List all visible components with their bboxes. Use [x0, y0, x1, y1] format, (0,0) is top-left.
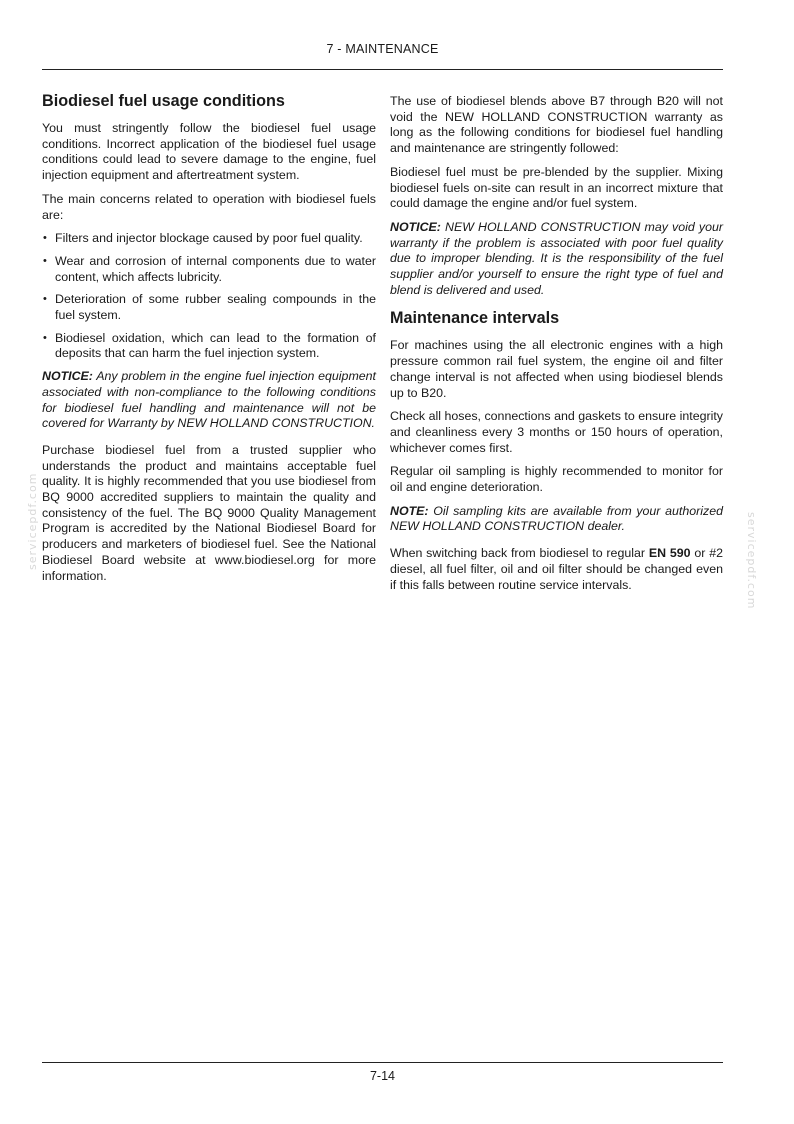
notice-text: NEW HOLLAND CONSTRUCTION may void your warranty if the problem is associated with poor fuel quality due to improper blending. It is the responsibility of the fuel supplier and/or yourself to ensure the right type of fuel and blend is delivered and used.	[390, 219, 723, 297]
section-heading-maintenance-intervals: Maintenance intervals	[390, 309, 560, 328]
notice-label: NOTICE:	[42, 369, 93, 384]
paragraph-usage-conditions: You must stringently follow the biodiesel fuel usage conditions. Incorrect application of the biodiesel fuel usage conditions could lead to severe damage to the engine, fuel injection equipment and aftertreatment system.	[42, 121, 376, 183]
paragraph-blend-warranty: The use of biodiesel blends above B7 through B20 will not void the NEW HOLLAND CONSTRUCTION warranty as long as the following conditions for biodiesel fuel handling and maintenance are stringently followed:	[390, 94, 723, 156]
notice-warranty-coverage	[42, 369, 376, 432]
watermark-left: servicepdf.com	[26, 472, 39, 570]
switching-text-before: When switching back from biodiesel to regular	[390, 546, 645, 561]
left-column	[42, 92, 376, 592]
concerns-list	[42, 231, 376, 362]
en590-emphasis: EN 590	[648, 546, 691, 561]
section-heading-biodiesel-conditions: Biodiesel fuel usage conditions	[42, 92, 285, 110]
footer-divider	[42, 1062, 723, 1063]
watermark-right: servicepdf.com	[745, 512, 758, 610]
notice-label: NOTICE:	[390, 219, 441, 234]
paragraph-switching-back	[390, 546, 723, 593]
notice-text: Any problem in the engine fuel injection equipment associated with non-compliance to the following conditions for biodiesel fuel handling and maintenance will not be covered for Warranty by NEW HOLLAND CONSTRUCTION.	[42, 369, 376, 431]
page-header-title: 7 - MAINTENANCE	[326, 42, 439, 56]
paragraph-oil-sampling: Regular oil sampling is highly recommended to monitor for oil and engine deterioration.	[390, 464, 723, 495]
list-item: • Deterioration of some rubber sealing compounds in the fuel system.	[42, 292, 376, 323]
notice-improper-blending	[390, 220, 723, 299]
right-column	[390, 92, 723, 601]
paragraph-trusted-supplier: Purchase biodiesel fuel from a trusted supplier who understands the product and maintains acceptable fuel quality. It is highly recommended that you use biodiesel from BQ 9000 accredited suppliers to maintain the quality and consistency of the fuel. The BQ 9000 Quality Management Program is accredited by the National Biodiesel Board for producers and marketers of biodiesel fuel. See the National Biodiesel Board website at www.biodiesel.org for more information.	[42, 442, 376, 583]
list-item: • Filters and injector blockage caused by poor fuel quality.	[42, 231, 376, 247]
switching-text-after: or #2 diesel, all fuel filter, oil and oil filter should be changed even if this falls between routine service intervals.	[390, 546, 723, 592]
paragraph-main-concerns: The main concerns related to operation with biodiesel fuels are:	[42, 191, 376, 222]
note-sampling-kits	[390, 504, 723, 535]
header-divider	[42, 69, 723, 70]
paragraph-hoses-check: Check all hoses, connections and gaskets to ensure integrity and cleanliness every 3 months or 150 hours of operation, whichever comes first.	[390, 409, 723, 455]
paragraph-pre-blended: Biodiesel fuel must be pre-blended by the supplier. Mixing biodiesel fuels on-site can result in an incorrect mixture that could damage the engine and/or fuel system.	[390, 164, 723, 211]
list-item: • Wear and corrosion of internal components due to water content, which affects lubricity.	[42, 254, 376, 285]
paragraph-oil-filter-interval: For machines using the all electronic engines with a high pressure common rail fuel system, the engine oil and filter change interval is not affected when using biodiesel blends up to B20.	[390, 338, 723, 400]
page-number: 7-14	[369, 1069, 396, 1083]
list-item: • Biodiesel oxidation, which can lead to the formation of deposits that can harm the fuel injection system.	[42, 331, 376, 362]
note-label: NOTE:	[390, 503, 429, 518]
note-text: Oil sampling kits are available from your authorized NEW HOLLAND CONSTRUCTION dealer.	[390, 503, 723, 534]
